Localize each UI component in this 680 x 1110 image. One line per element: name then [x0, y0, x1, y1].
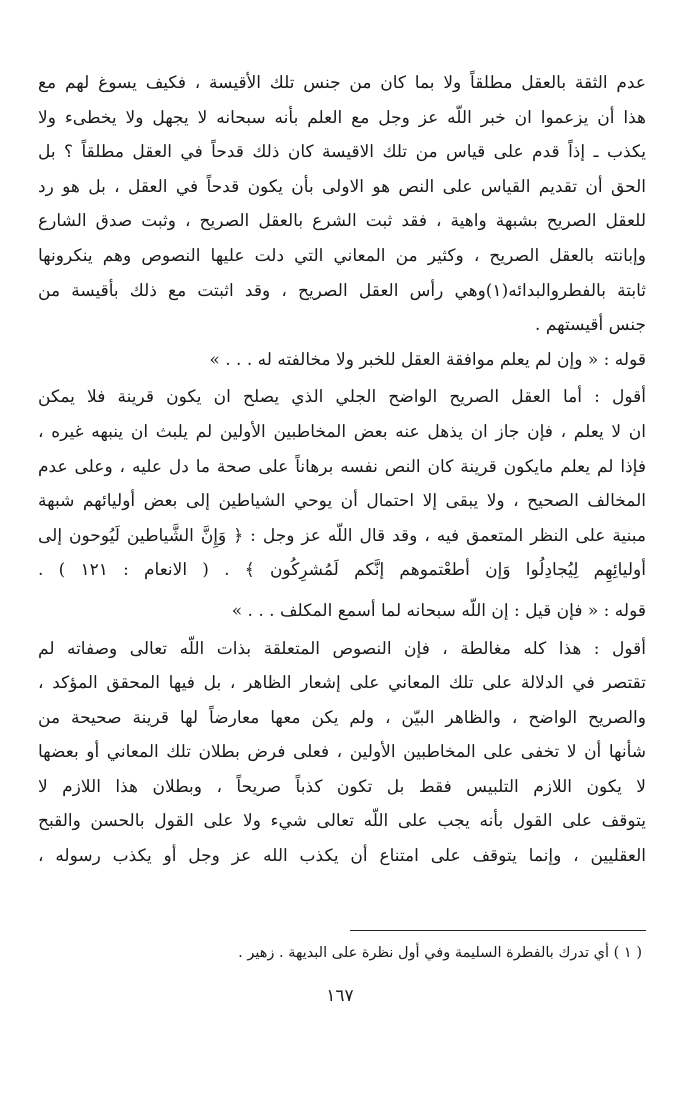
text-line: مبنية على النظر المتعمق فيه ، وقد قال اللّه عز وجل : ﴿ وَإِنَّ الشَّياطين لَيُوحون إلى [38, 525, 646, 546]
text-line: لا يكون اللازم التلبيس فقط بل تكون كذباً صريحاً ، وبطلان هذا اللازم لا [38, 776, 646, 797]
text-line: هذا أن يزعموا ان خبر اللّه عز وجل مع العلم بأنه سبحانه لا يجهل ولا يخطىء ولا [38, 107, 646, 128]
text-line: أقول : هذا كله مغالطة ، فإن النصوص المتعلقة بذات اللّه تعالى وصفاته لم [38, 638, 646, 659]
text-line: ان لا يعلم ، فإن جاز ان يذهل عنه بعض المخاطبين الأولين لم يلبث ان ينبهه غيره ، [38, 421, 646, 442]
quoted-statement: قوله : « وإن لم يعلم موافقة العقل للخبر ولا مخالفته له . . . » [209, 349, 646, 370]
main-text [38, 66, 646, 874]
text-line: أقول : أما العقل الصريح الواضح الجلي الذي يصلح ان يكون قرينة فلا يمكن [38, 387, 646, 408]
text-line: شأنها أن لا تخفى على المخاطبين الأولين ، فعلى فرض بطلان تلك المعاني أو بعضها [38, 742, 646, 763]
text-line: والصريح الواضح ، والظاهر البيّن ، ولم يكن معها معارضاً لها قرينة صحيحة من [38, 707, 646, 728]
text-line: تقتصر في الدلالة على تلك المعاني على إشعار الظاهر ، بل فيها المحقق المؤكد ، [38, 673, 646, 694]
text-line: ثابتة بالفطروالبدائه(١)وهي رأس العقل الصريح ، وقد اثبتت مع ذلك بأقيسة من [38, 280, 646, 301]
footnote-divider [350, 930, 646, 931]
footnote: ( ١ ) أي تدرك بالفطرة السليمة وفي أول نظرة على البديهة . زهير . [238, 945, 642, 961]
text-line: وإبانته بالعقل الصريح ، وكثير من المعاني التي دلت عليها النصوص وهم ينكرونها [38, 245, 646, 266]
text-line: المخالف الصحيح ، ولا يبقى إلا احتمال أن يوحي الشياطين إلى بعض أوليائهم شبهة [38, 491, 646, 512]
page-number: ١٦٧ [326, 986, 354, 1006]
text-line: فإذا لم يعلم مايكون قرينة كان النص نفسه برهاناً على صحة ما دل عليه ، وعلى عدم [38, 456, 646, 477]
text-line: يكذب ـ إذاً قدم على قياس من تلك الاقيسة كان ذلك قدحاً في العقل مطلقاً ؟ بل [38, 142, 646, 163]
text-line: يتوقف على القول بأنه يجب على اللّه تعالى شيء ولا على القول بالحسن والقبح [38, 811, 646, 832]
text-line: الحق أن تقديم القياس على النص هو الاولى بأن يكون قدحاً في العقل ، بل هو رد [38, 176, 646, 197]
text-line: العقليين ، وإنما يتوقف على امتناع أن يكذب الله عز وجل أو يكذب رسوله ، [38, 846, 646, 867]
quran-verse-line: أوليائِهِم لِيُجادِلُوا وَإن أطعْتموهم إنَّكم لَمُشرِكُون ﴾ . ( الانعام : ١٢١ ) . [38, 560, 646, 581]
text-line: جنس أقيستهم . [535, 315, 646, 336]
text-line: للعقل الصريح بشبهة واهية ، فقد ثبت الشرع بالعقل الصريح ، وثبت صدق الشارع [38, 211, 646, 232]
quoted-statement: قوله : « فإن قيل : إن اللّه سبحانه لما أسمع المكلف . . . » [231, 600, 646, 621]
text-line: عدم الثقة بالعقل مطلقاً ولا بما كان من جنس تلك الأقيسة ، فكيف يسوغ لهم مع [38, 73, 646, 93]
